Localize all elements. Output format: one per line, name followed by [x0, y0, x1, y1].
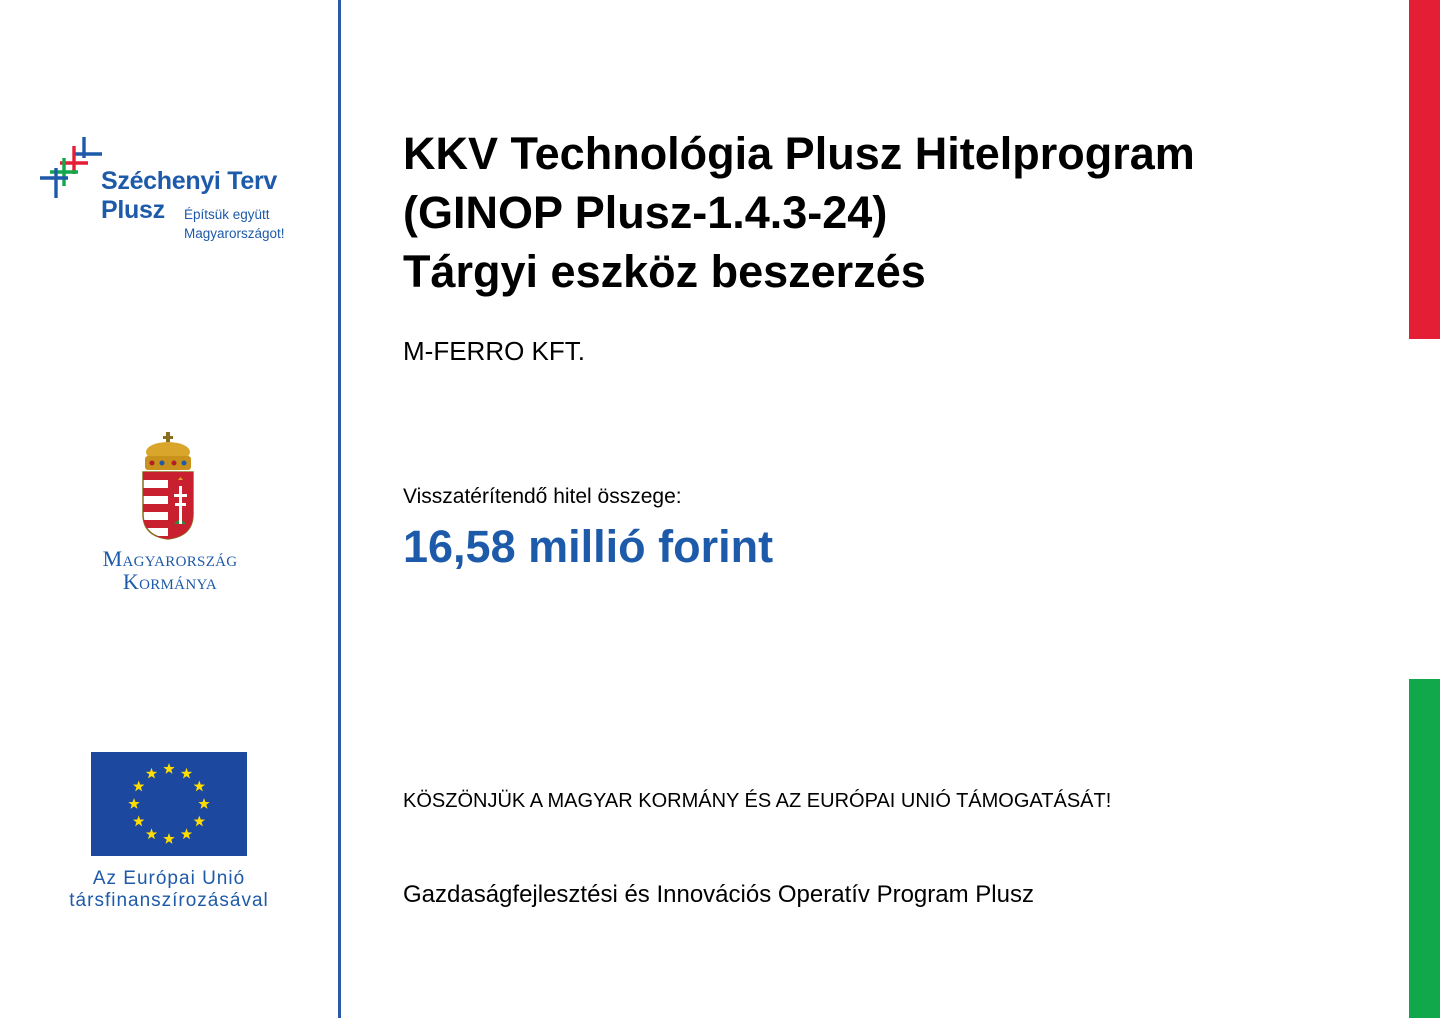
szechenyi-cross-icon [38, 134, 104, 202]
szechenyi-terv-logo [38, 134, 308, 244]
title-line-1: KKV Technológia Plusz Hitelprogram [403, 128, 1195, 179]
hungarian-coat-of-arms-icon [138, 432, 198, 540]
loan-label: Visszatérítendő hitel összege: [403, 485, 682, 508]
loan-amount: 16,58 millió forint [403, 521, 774, 572]
szechenyi-title: Széchenyi Terv [101, 167, 277, 195]
slogan-line-2: Magyarországot! [184, 226, 285, 241]
government-line-1: Magyarország [102, 546, 238, 571]
flag-stripe-green [1409, 679, 1440, 1018]
vertical-divider [338, 0, 341, 1018]
title-line-3: Tárgyi eszköz beszerzés [403, 246, 926, 297]
project-title [403, 124, 1195, 301]
thanks-text: KÖSZÖNJÜK A MAGYAR KORMÁNY ÉS AZ EURÓPAI UNIÓ TÁMOGATÁSÁT! [403, 790, 1112, 812]
program-name: Gazdaságfejlesztési és Innovációs Operatív Program Plusz [403, 881, 1034, 908]
szechenyi-slogan [184, 205, 285, 243]
eu-logo-text [40, 868, 298, 912]
government-logo-text [60, 547, 280, 593]
eu-flag-icon [91, 752, 247, 856]
eu-line-2: társfinanszírozásával [69, 890, 269, 911]
flag-stripe-red [1409, 0, 1440, 339]
government-line-2: Kormánya [122, 569, 218, 594]
company-name: M-FERRO KFT. [403, 336, 585, 366]
title-line-2: (GINOP Plusz-1.4.3-24) [403, 187, 888, 238]
szechenyi-plusz: Plusz [101, 196, 165, 224]
slogan-line-1: Építsük együtt [184, 207, 270, 222]
eu-line-1: Az Európai Unió [92, 868, 246, 889]
